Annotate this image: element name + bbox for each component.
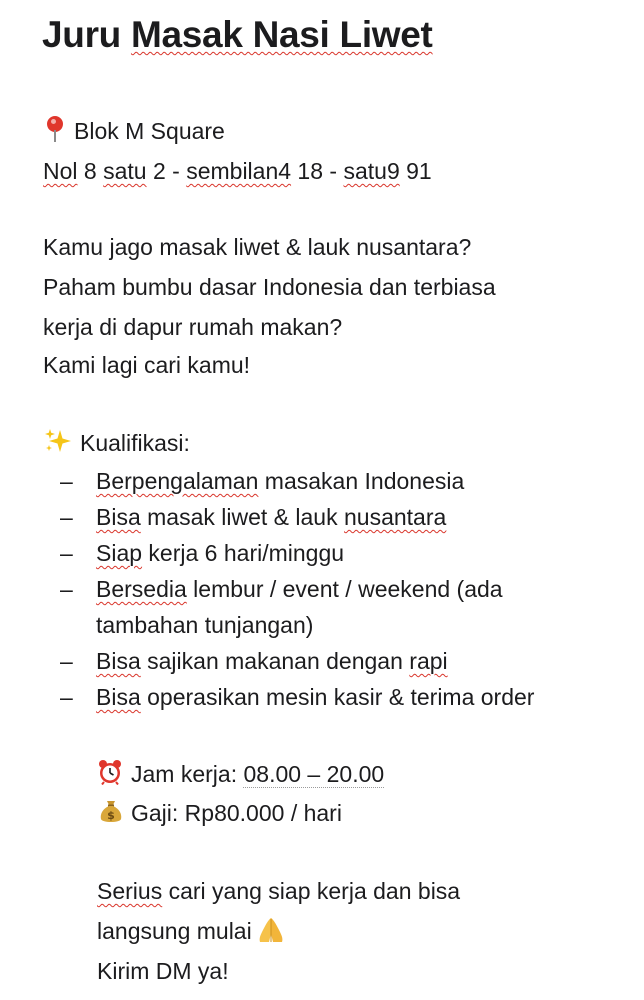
item-text: masak liwet & lauk (140, 504, 344, 530)
intro-line: Kami lagi cari kamu! (43, 352, 251, 378)
item-text: sajikan makanan dengan (140, 648, 410, 674)
phone-word: sembilan4 (186, 158, 292, 184)
title-word-juru: Juru (42, 14, 131, 55)
list-item (96, 502, 446, 532)
item-text: kerja 6 hari/minggu (142, 540, 345, 566)
closing-line: Kirim DM ya! (97, 958, 229, 984)
qualifications-heading-text: Kualifikasi: (80, 430, 190, 456)
qualifications-heading (44, 428, 190, 458)
closing-word: Serius (97, 878, 163, 904)
list-dash: – (60, 540, 73, 566)
svg-text:$: $ (107, 809, 115, 822)
alarm-clock-icon (97, 759, 123, 785)
item-word: Bersedia (96, 576, 187, 602)
page-title (42, 14, 433, 56)
list-dash: – (60, 648, 73, 674)
intro-line: kerja di dapur rumah makan? (43, 314, 343, 340)
intro-line: Kamu jago masak liwet & lauk nusantara? (43, 234, 472, 260)
item-word: Bisa (96, 504, 141, 530)
hours-line (97, 759, 384, 789)
item-text: masakan Indonesia (258, 468, 465, 494)
folded-hands-icon (256, 916, 286, 944)
round-pushpin-icon (44, 116, 66, 142)
item-word: Bisa (96, 648, 141, 674)
money-bag-icon (99, 798, 123, 824)
item-text: operasikan mesin kasir & terima order (140, 684, 535, 710)
list-dash: – (60, 684, 73, 710)
phone-word: Nol (43, 158, 78, 184)
list-dash: – (60, 468, 73, 494)
salary-text: Gaji: Rp80.000 / hari (131, 800, 342, 826)
phone-word: satu9 (343, 158, 400, 184)
salary-line (99, 798, 342, 828)
location-line (44, 116, 225, 146)
location-text: Blok M Square (74, 118, 225, 144)
closing-text: langsung mulai (97, 918, 252, 944)
item-word: Siap (96, 540, 143, 566)
item-text: lembur / event / weekend (ada (186, 576, 503, 602)
phone-line (43, 156, 432, 186)
list-item (96, 466, 464, 496)
list-item (96, 574, 503, 604)
list-item (96, 538, 344, 568)
list-dash: – (60, 576, 73, 602)
item-word: Berpengalaman (96, 468, 259, 494)
list-item (96, 646, 448, 676)
phone-text: 2 - (146, 158, 187, 184)
phone-text: 91 (399, 158, 432, 184)
hours-value: 08.00 – 20.00 (243, 761, 385, 787)
list-item (96, 682, 534, 712)
sparkles-icon (44, 428, 72, 454)
list-item-continuation: tambahan tunjangan) (96, 612, 314, 638)
intro-line: Paham bumbu dasar Indonesia dan terbiasa (43, 274, 496, 300)
item-word: Bisa (96, 684, 141, 710)
phone-word: satu (103, 158, 147, 184)
closing-text: cari yang siap kerja dan bisa (162, 878, 461, 904)
item-word: rapi (409, 648, 448, 674)
closing-line (97, 876, 460, 906)
title-rest: Masak Nasi Liwet (130, 14, 433, 55)
hours-label: Jam kerja: (131, 761, 244, 787)
phone-text: 8 (77, 158, 104, 184)
item-word: nusantara (344, 504, 447, 530)
phone-text: 18 - (291, 158, 344, 184)
closing-line (97, 916, 294, 946)
list-dash: – (60, 504, 73, 530)
